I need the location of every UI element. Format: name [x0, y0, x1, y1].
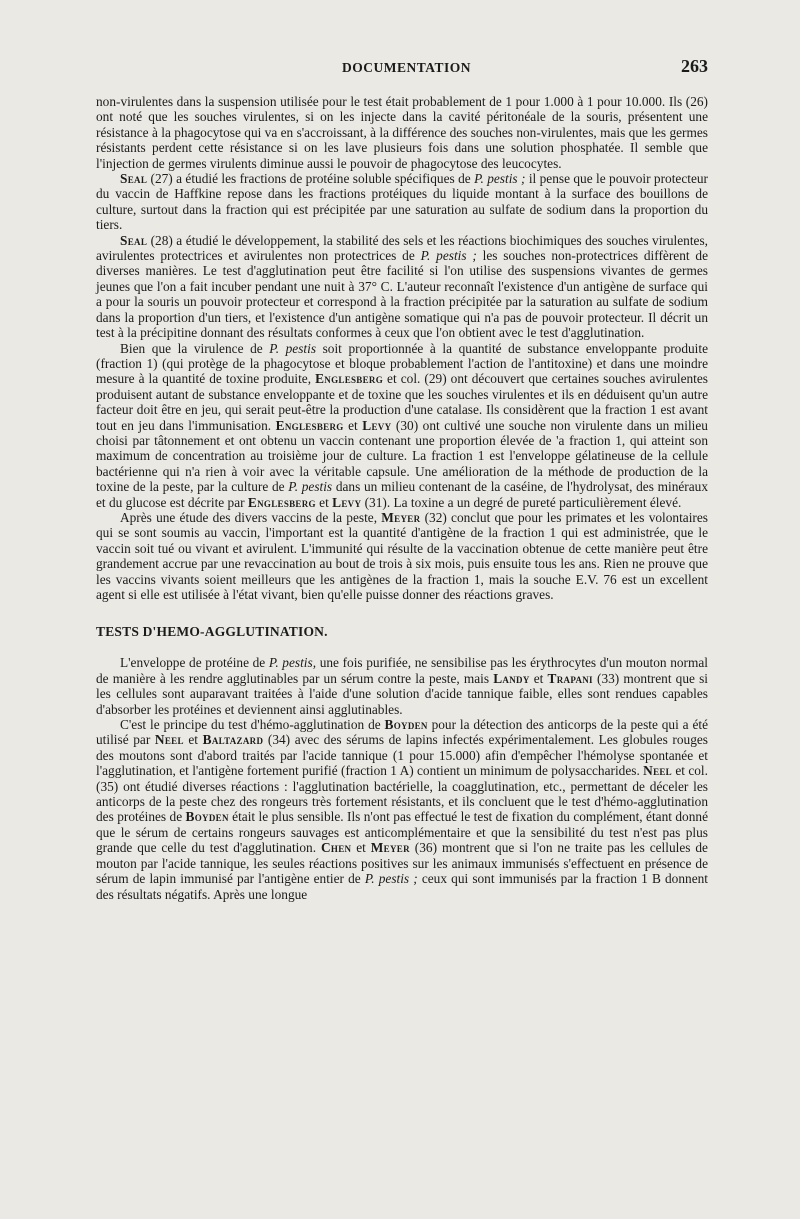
text-run: dans un milieu contenant de la caséine, de l'hydrolysat, des minéraux et du glucose est décrite par [96, 479, 709, 510]
text-run: (27) a étudié les fractions de protéine soluble spécifiques de [147, 171, 475, 187]
paragraph [96, 171, 708, 233]
author-name: Levy [332, 494, 362, 510]
author-name: Seal [120, 232, 148, 248]
author-name: Baltazard [202, 732, 264, 748]
species-name: P. pestis ; [364, 871, 418, 887]
author-name: Englesberg [315, 371, 384, 387]
text-run: et col. (29) ont découvert que certaines souches avirulentes produisent autant de substance enveloppante et de toxine que les souches virulentes et ils en déduisent qu'un autre facteur doit être en jeu, qui serait peut-être la production d'une catalase. Ils considèrent que la fraction 1 est avant tout en jeu dans l'immunisation. [96, 371, 708, 433]
author-name: Neel [154, 732, 184, 748]
text-run: il pense que le pouvoir protecteur du vaccin de Haffkine repose dans les fractions protéiques du liquide montant à la surface des bouillons de culture, surtout dans la fraction qui est précipitée par une saturation au sulfate de sodium dans la proportion du tiers. [96, 171, 708, 233]
species-name: P. pestis [269, 340, 317, 356]
text-run: soit proportionnée à la quantité de substance enveloppante produite (fraction 1) (qui protège de la phagocytose et bloque probablement l'action de l'antitoxine) et dans une moindre mesure à la quantité de toxine produite, [96, 340, 709, 387]
author-name: Englesberg [275, 417, 344, 433]
paragraph [96, 717, 708, 902]
species-name: P. pestis [288, 479, 333, 495]
body-section-1 [96, 94, 708, 602]
paragraph [96, 94, 708, 171]
text-run: et [351, 840, 371, 856]
paragraph [96, 510, 708, 602]
text-run: (32) conclut que pour les primates et les volontaires qui se sont soumis au vaccin, l'important est la quantité d'antigène de la fraction 1 qui est administrée, que le vaccin soit tué ou vivant et avirulent. L'immunité qui résulte de la vaccination obtenue de cette manière peut être grandement accrue par une revaccination au bout de trois à six mois, puis ensuite tous les ans. Rien ne prouve que les vaccins vivants soient meilleurs que les antigènes de la fraction 1, mais la souche E.V. 76 est un excellent agent si elle est utilisée à l'état vivant, bien qu'elle puisse donner des réactions graves. [96, 509, 708, 602]
running-head [96, 56, 708, 80]
species-name: P. pestis, [268, 655, 317, 671]
author-name: Landy [493, 670, 530, 686]
paragraph [96, 655, 708, 717]
text-run: C'est le principe du test d'hémo-agglutination de [120, 717, 385, 733]
text-run: et [529, 670, 548, 686]
author-name: Levy [362, 417, 392, 433]
text-run: non-virulentes dans la suspension utilisée pour le test était probablement de 1 pour 1.000 à 1 pour 10.000. Ils (26) ont noté que les souches virulentes, si on les injecte dans la cavité péritonéale de la souris, présentent une résistance à la phagocytose qui va en s'accroissant, à la différence des souches non-virulentes, mais que les germes résistants perdent cette résistance si on les lave plusieurs fois dans une solution phosphatée. Il semble que l'injection de germes virulents diminue aussi le pouvoir de phagocytose des leucocytes. [96, 94, 708, 171]
text-run: et [183, 732, 203, 748]
text-run: les souches non-protectrices diffèrent de diverses manières. Le test d'agglutination peut être facilité si l'on utilise des suspensions vivantes de germes jeunes que l'on a fait incuber pendant une nuit à 37° C. L'auteur reconnaît l'existence d'un antigène de surface qui a pour la souris un pouvoir protecteur et correspond à la fraction précipitée par la saturation au sulfate de sodium dans la proportion d'un tiers, et l'existence d'un antigène somatique qui n'a pas de pouvoir protecteur. Il décrit un test à la précipitine donnant des résultats conformes à ceux que l'on obtient avec le test d'agglutination. [96, 248, 708, 341]
author-name: Boyden [185, 809, 229, 825]
paragraph [96, 233, 708, 341]
text-run: (34) avec des sérums de lapins infectés expérimentalement. Les globules rouges des moutons sont d'abord traités par l'acide tannique (1 pour 15.000) afin d'empêcher l'hémolyse spontanée et l'agglutination, et l'antigène fortement purifié (fraction 1 A) contient un minimum de polysaccharides. [96, 732, 708, 779]
text-run: (33) montrent que si les cellules sont auparavant traitées à l'aide d'une solution d'acide tannique faible, elles sont rendues capables d'absorber les protéines et deviennent ainsi agglutinables. [96, 670, 708, 717]
text-run: pour la détection des anticorps de la peste qui a été utilisé par [96, 717, 708, 748]
body-section-2 [96, 655, 708, 902]
page-number: 263 [681, 56, 708, 76]
author-name: Englesberg [247, 494, 316, 510]
author-name: Meyer [381, 509, 421, 525]
author-name: Seal [120, 171, 148, 187]
author-name: Chen [320, 840, 352, 856]
species-name: P. pestis ; [420, 248, 477, 264]
author-name: Meyer [370, 840, 410, 856]
text-run: (36) montrent que si l'on ne traite pas les cellules de mouton par l'acide tannique, les seules réactions positives sur les animaux immunisés s'effectuent en présence de sérum de lapin immunisé par l'antigène entier de [96, 840, 708, 887]
text-run: ceux qui sont immunisés par la fraction 1 B donnent des résultats négatifs. Après une longue [96, 871, 708, 902]
text-run: (30) ont cultivé une souche non virulente dans un milieu choisi par tâtonnement et ont obtenu un vaccin contenant une proportion élevée de 'a fraction 1, qui atteint son maximum de concentration au troisième jour de culture. La fraction 1 est l'enveloppe gélatineuse de la cellule bactérienne qui n'a rien à voir avec la véritable capsule. Une amélioration de la méthode de production de la toxine de la peste, par la culture de [96, 417, 708, 495]
author-name: Boyden [384, 717, 428, 733]
running-title: DOCUMENTATION [341, 60, 471, 75]
section-heading: TESTS D'HEMO-AGGLUTINATION. [96, 624, 328, 640]
text-run: Bien que la virulence de [120, 340, 270, 356]
paragraph [96, 341, 708, 510]
text-run: (28) a étudié le développement, la stabilité des sels et les réactions biochimiques des souches virulentes, avirulentes protectrices et avirulentes non protectrices de [96, 232, 708, 264]
text-run: une fois purifiée, ne sensibilise pas les érythrocytes d'un mouton normal de manière à les rendre agglutinables par un sérum contre la peste, mais [96, 655, 708, 686]
text-run: (31). La toxine a un degré de pureté particulièrement élevé. [361, 494, 682, 510]
text-run: Après une étude des divers vaccins de la peste, [120, 509, 382, 525]
text-run: et [315, 494, 333, 510]
author-name: Neel [643, 763, 672, 779]
text-run: et col. (35) ont étudié diverses réactions : l'agglutination bactérielle, la coagglutination, etc., permettant de déceler les anticorps de la peste chez des rongeurs très fortement résistants, et ils concluent que le test d'hémo-agglutination des protéines de [96, 763, 708, 825]
species-name: P. pestis ; [474, 171, 526, 187]
text-run: était le plus sensible. Ils n'ont pas effectué le test de fixation du complément, étant donné que le sérum de certains rongeurs sauvages est anticomplémentaire et que la sensibilité du test n'est pas plus grande que celle du test d'agglutination. [96, 809, 708, 856]
text-run: L'enveloppe de protéine de [120, 655, 269, 671]
author-name: Trapani [547, 670, 593, 686]
text-run: et [343, 417, 363, 433]
